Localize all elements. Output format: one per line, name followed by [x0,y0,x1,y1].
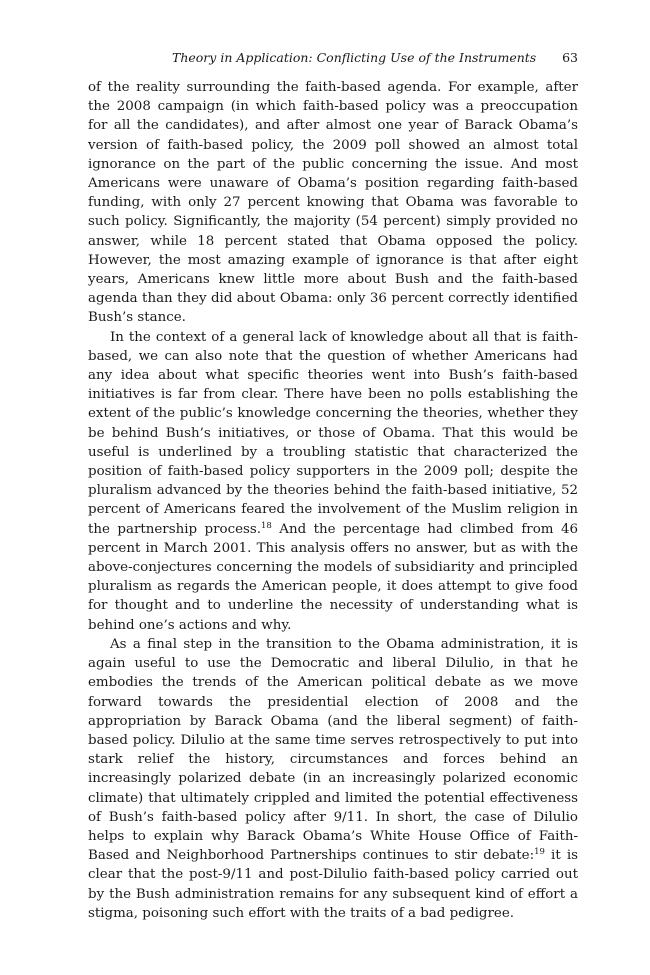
paragraph-continued: of the reality surrounding the faith-based agenda. For example, after the 2008 campaign (in which faith-based policy was a preoccupation for all the candidates), and after almost one year of Barack Obama’s version of faith-based policy, the 2009 poll showed an almost total ignorance on the part of the public concerning the issue. And most Americans were unaware of Obama’s position regarding faith-based funding, with only 27 percent knowing that Obama was favorable to such policy. Significantly, the majority (54 percent) simply provided no answer, while 18 percent stated that Obama opposed the policy. However, the most amazing example of ignorance is that after eight years, Americans knew little more about Bush and the faith-based agenda than they did about Obama: only 36 percent correctly identified Bush’s stance. [88,80,578,326]
paragraph-text: it is clear that the post-9/11 and post-Dilulio faith-based policy carried out by the Bush administration remains for any subsequent kind of effort a stigma, poisoning such effort with the traits of a bad pedigree. [88,848,578,921]
footnote-marker-18: 18 [261,520,272,531]
running-title: Theory in Application: Conflicting Use of the Instruments [172,50,537,65]
body-text [88,78,578,923]
page-number: 63 [562,50,578,65]
running-header [88,50,578,70]
paragraph-dilulio [88,635,578,923]
footnote-marker-19: 19 [534,847,545,858]
paragraph-text: And the percentage had climbed from 46 percent in March 2001. This analysis offers no answer, but as with the above-conjectures concerning the models of subsidiarity and principled pluralism as regards the American people, it does attempt to give food for thought and to underline the necessity of understanding what is behind one’s actions and why. [88,521,578,633]
paragraph-text: In the context of a general lack of knowledge about all that is faith-based, we can also note that the question of whether Americans had any idea about what specific theories went into Bush’s faith-based initiatives is far from clear. There have been no polls establishing the extent of the public’s knowledge concerning the theories, whether they be behind Bush’s initiatives, or those of Obama. That this would be useful is underlined by a troubling statistic that characterized the position of faith-based policy supporters in the 2009 poll; despite the pluralism advanced by the theories behind the faith-based initiative, 52 percent of Americans feared the involvement of the Muslim religion in the partnership process. [88,329,578,537]
paragraph-text: As a final step in the transition to the Obama administration, it is again useful to use the Democratic and liberal Dilulio, in that he embodies the trends of the American political debate as we move forward towards the presidential election of 2008 and the appropriation by Barack Obama (and the liberal segment) of faith-based policy. Dilulio at the same time serves retrospectively to put into stark relief the history, circumstances and forces behind an increasingly polarized debate (in an increasingly polarized economic climate) that ultimately crippled and limited the potential effectiveness of Bush’s faith-based policy after 9/11. In short, the case of Dilulio helps to explain why Barack Obama’s White House Office of Faith-Based and Neighborhood Partnerships continues to stir debate: [88,636,578,864]
paragraph-knowledge [88,328,578,635]
